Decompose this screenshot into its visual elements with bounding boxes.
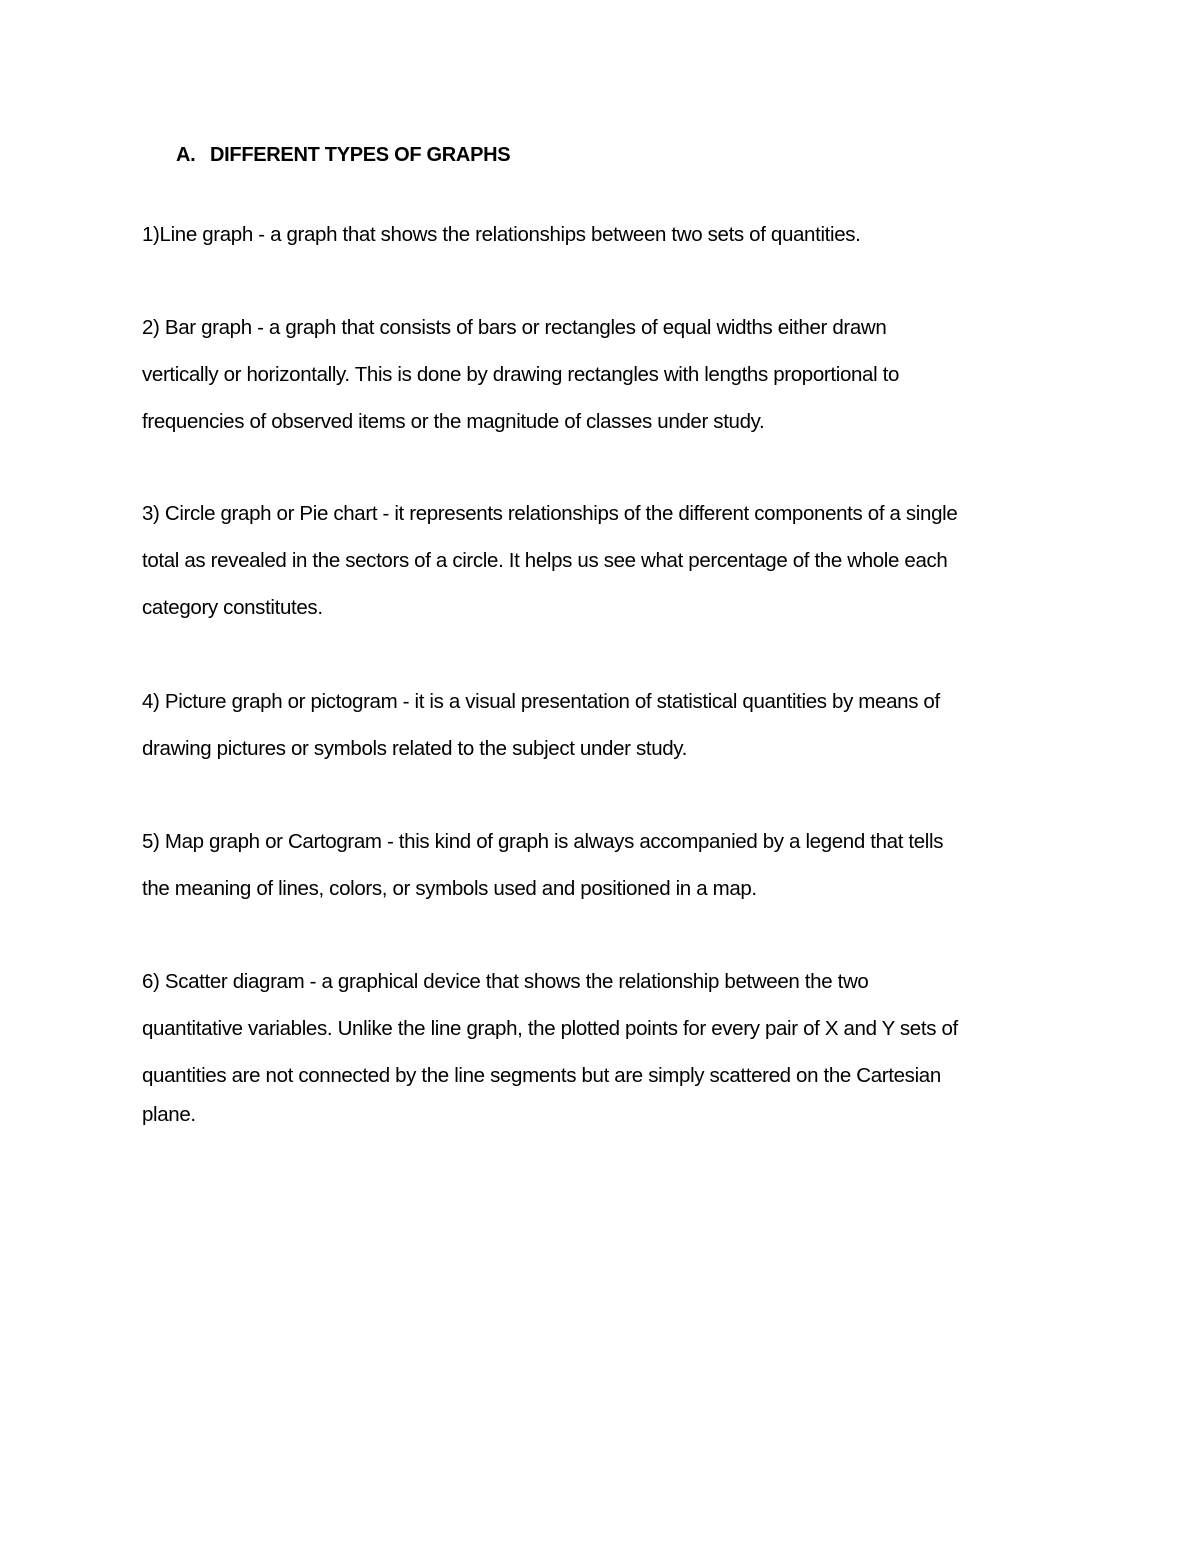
section-heading-title: DIFFERENT TYPES OF GRAPHS <box>210 144 511 166</box>
paragraph-line: quantitative variables. Unlike the line graph, the plotted points for every pair of X and Y sets of <box>142 1017 958 1040</box>
paragraph-line: 1)Line graph - a graph that shows the relationships between two sets of quantities. <box>142 223 861 246</box>
paragraph-bar-graph <box>142 304 1072 445</box>
paragraph-line: category constitutes. <box>142 596 323 619</box>
paragraph-scatter-diagram <box>142 958 1072 1130</box>
paragraph-line: frequencies of observed items or the magnitude of classes under study. <box>142 410 765 433</box>
section-heading-marker: A. <box>176 144 196 166</box>
paragraph-line: 6) Scatter diagram - a graphical device that shows the relationship between the two <box>142 970 869 993</box>
paragraph-line-graph <box>142 211 1072 258</box>
paragraph-line: 4) Picture graph or pictogram - it is a visual presentation of statistical quantities by means of <box>142 690 940 713</box>
paragraph-line: plane. <box>142 1103 196 1126</box>
section-heading <box>176 144 510 167</box>
paragraph-picture-graph <box>142 678 1072 772</box>
paragraph-line: 3) Circle graph or Pie chart - it represents relationships of the different components of a single <box>142 502 958 525</box>
paragraph-line: drawing pictures or symbols related to the subject under study. <box>142 737 688 760</box>
paragraph-circle-graph <box>142 490 1072 631</box>
paragraph-line: 5) Map graph or Cartogram - this kind of graph is always accompanied by a legend that tells <box>142 830 944 853</box>
paragraph-line: quantities are not connected by the line segments but are simply scattered on the Cartesian <box>142 1064 941 1087</box>
paragraph-map-graph <box>142 818 1072 912</box>
paragraph-line: 2) Bar graph - a graph that consists of bars or rectangles of equal widths either drawn <box>142 316 887 339</box>
paragraph-line: total as revealed in the sectors of a circle. It helps us see what percentage of the whole each <box>142 549 948 572</box>
paragraph-line: the meaning of lines, colors, or symbols used and positioned in a map. <box>142 877 757 900</box>
paragraph-line: vertically or horizontally. This is done by drawing rectangles with lengths proportional to <box>142 363 900 386</box>
